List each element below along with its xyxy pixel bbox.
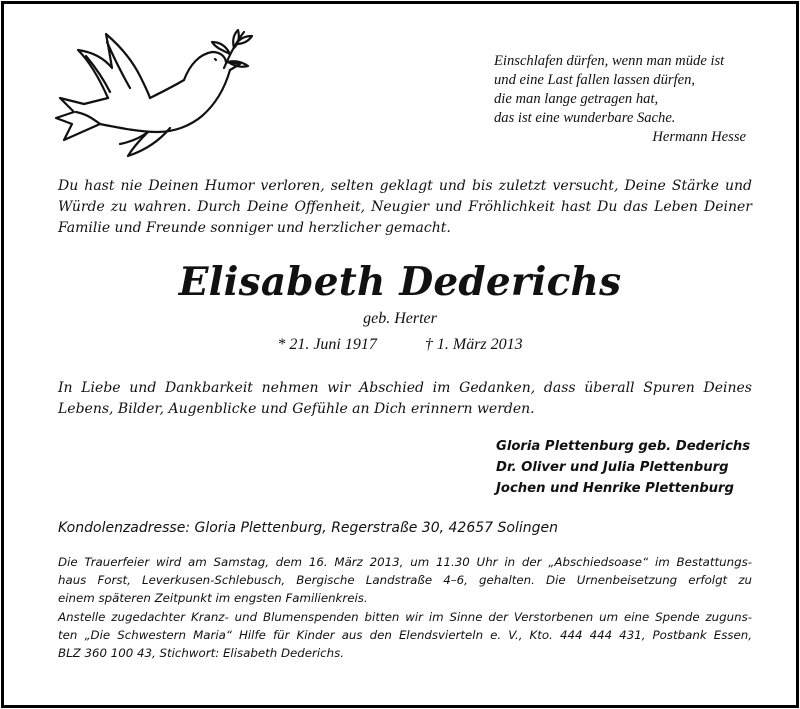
ceremony-info — [58, 553, 752, 607]
life-dates — [4, 334, 796, 356]
poem-quote — [494, 52, 750, 147]
poem-line: das ist eine wunderbare Sache. — [494, 110, 676, 126]
maiden-name: geb. Herter — [363, 310, 437, 327]
poem-line: Einschlafen dürfen, wenn man müde ist — [494, 53, 725, 69]
birth-date: * 21. Juni 1917 — [277, 336, 377, 353]
ceremony-line: Die Trauerfeier wird am Samstag, dem 16. März 2013, um 11.30 Uhr in der „Abschiedsoase“ im Bestattungs- — [58, 555, 752, 569]
donation-line: BLZ 360 100 43, Stichwort: Elisabeth Dederichs. — [58, 646, 345, 660]
intro-paragraph — [58, 176, 752, 239]
poem-line: die man lange getragen hat, — [494, 91, 659, 107]
poem-author: Hermann Hesse — [652, 129, 746, 145]
donation-line: ten „Die Schwestern Maria“ Hilfe für Kinder aus den Elendsvierteln e. V., Kto. 444 444 431, Postbank Essen, — [58, 628, 752, 642]
ceremony-line: haus Forst, Leverkusen-Schlebusch, Bergische Landstraße 4–6, gehalten. Die Urnenbeisetzung erfolgt zu — [58, 573, 752, 587]
farewell-line: Lebens, Bilder, Augenblicke und Gefühle an Dich erinnern werden. — [58, 401, 535, 417]
poem-line: und eine Last fallen lassen dürfen, — [494, 72, 696, 88]
family-member: Gloria Plettenburg geb. Dederichs — [496, 439, 751, 454]
intro-line: Würde zu wahren. Durch Deine Offenheit, Neugier und Fröhlichkeit hast Du das Leben Deiner — [58, 199, 752, 215]
deceased-name: Elisabeth Dederichs — [178, 259, 622, 305]
donation-info — [58, 608, 752, 662]
dove-with-olive-branch-icon — [50, 28, 255, 163]
intro-line: Familie und Freunde sonniger und herzlicher gemacht. — [58, 220, 451, 236]
farewell-paragraph — [58, 378, 752, 420]
donation-line: Anstelle zugedachter Kranz- und Blumenspenden bitten wir im Sinne der Verstorbenen um eine Spende zuguns- — [58, 610, 752, 624]
ceremony-line: einem späteren Zeitpunkt im engsten Familienkreis. — [58, 591, 368, 605]
family-signature — [496, 436, 766, 499]
intro-line: Du hast nie Deinen Humor verloren, selten geklagt und bis zuletzt versucht, Deine Stärke und — [58, 178, 752, 194]
death-date: † 1. März 2013 — [424, 336, 523, 353]
farewell-line: In Liebe und Dankbarkeit nehmen wir Abschied im Gedanken, dass überall Spuren Deines — [58, 380, 752, 396]
family-member: Dr. Oliver und Julia Plettenburg — [496, 460, 729, 475]
family-member: Jochen und Henrike Plettenburg — [496, 481, 734, 496]
condolence-address: Kondolenzadresse: Gloria Plettenburg, Regerstraße 30, 42657 Solingen — [58, 520, 558, 536]
obituary-notice — [1, 1, 799, 708]
